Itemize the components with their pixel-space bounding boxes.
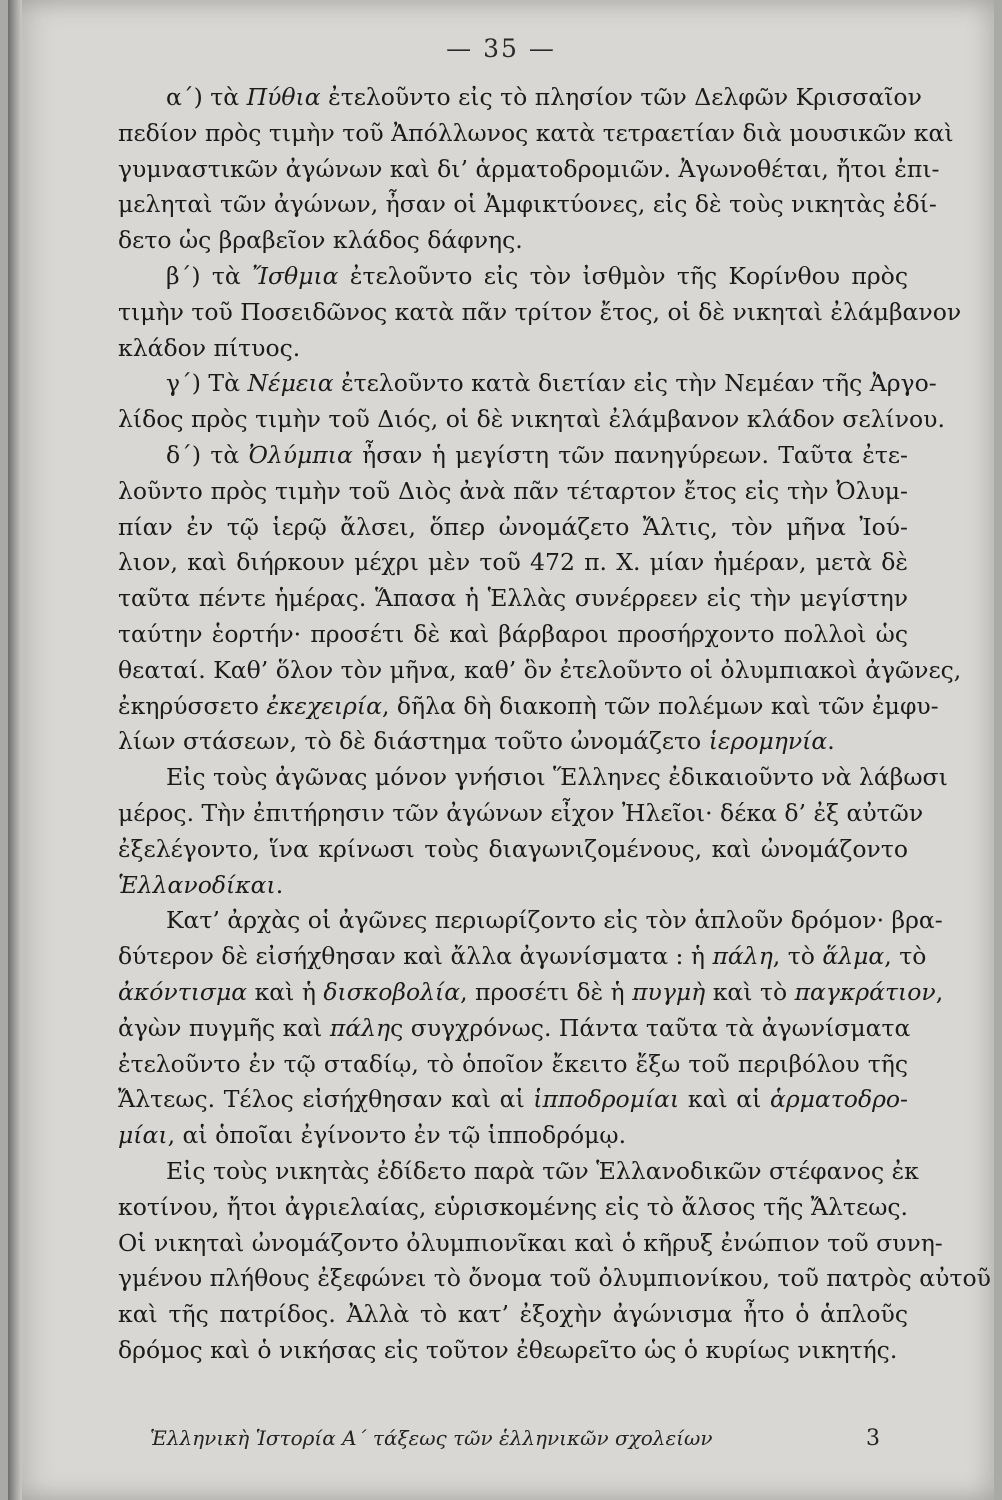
text-line: πεδίον πρὸς τιμὴν τοῦ Ἀπόλλωνος κατὰ τετραετίαν διὰ μουσικῶν καὶ: [118, 118, 954, 147]
page-footer: [150, 1426, 880, 1450]
text-line: ταῦτα πέντε ἡμέρας. Ἅπασα ἡ Ἑλλὰς συνέρρεεν εἰς τὴν μεγίστην: [118, 584, 908, 613]
text-line: γ΄) Τὰ Νέμεια ἐτελοῦντο κατὰ διετίαν εἰς τὴν Νεμέαν τῆς Ἀργο-: [166, 369, 937, 398]
body-text: [118, 80, 991, 1369]
text-line: δρόμος καὶ ὁ νικήσας εἰς τοῦτον ἐθεωρεῖτο ὡς ὁ κυρίως νικητής.: [118, 1335, 898, 1364]
text-line: θεαταί. Καθ’ ὅλον τὸν μῆνα, καθ’ ὃν ἐτελοῦντο οἱ ὀλυμπιακοὶ ἀγῶνες,: [118, 655, 962, 684]
signature-mark: 3: [866, 1426, 880, 1451]
paragraph: [118, 1154, 991, 1369]
paragraph: [118, 366, 945, 438]
text-line: πίαν ἐν τῷ ἱερῷ ἄλσει, ὅπερ ὠνομάζετο Ἄλτις, τὸν μῆνα Ἰού-: [118, 512, 908, 541]
text-line: λίων στάσεων, τὸ δὲ διάστημα τοῦτο ὠνομάζετο ἱερομηνία.: [118, 727, 835, 756]
text-line: λιον, καὶ διήρκουν μέχρι μὲν τοῦ 472 π. Χ. μίαν ἡμέραν, μετὰ δὲ: [118, 548, 908, 577]
text-line: μίαι, αἱ ὁποῖαι ἐγίνοντο ἐν τῷ ἱπποδρόμῳ.: [118, 1121, 627, 1150]
paragraph: [118, 259, 962, 366]
text-line: τιμὴν τοῦ Ποσειδῶνος κατὰ πᾶν τρίτον ἔτος, οἱ δὲ νικηταὶ ἐλάμβανον: [118, 297, 962, 326]
paragraph: [118, 760, 948, 903]
paragraph: [118, 903, 943, 1154]
text-line: α΄) τὰ Πύθια ἐτελοῦντο εἰς τὸ πλησίον τῶν Δελφῶν Κρισσαῖον: [166, 83, 922, 111]
text-line: Κατ’ ἀρχὰς οἱ ἀγῶνες περιωρίζοντο εἰς τὸν ἁπλοῦν δρόμον· βρα-: [166, 906, 943, 935]
text-line: κλάδον πίτυος.: [118, 333, 301, 362]
paragraph: [118, 438, 962, 760]
text-line: καὶ τῆς πατρίδος. Ἀλλὰ τὸ κατ’ ἐξοχὴν ἀγώνισμα ἦτο ὁ ἁπλοῦς: [118, 1300, 908, 1329]
text-line: δετο ὡς βραβεῖον κλάδος δάφνης.: [118, 226, 523, 255]
page-binding-shadow: [8, 0, 22, 1500]
text-line: ἐκηρύσσετο ἐκεχειρία, δῆλα δὴ διακοπὴ τῶν πολέμων καὶ τῶν ἐμφυ-: [118, 691, 939, 720]
footer-title: Ἑλληνικὴ Ἱστορία Α΄ τάξεως τῶν ἑλληνικῶν σχολείων: [150, 1426, 713, 1450]
text-line: λοῦντο πρὸς τιμὴν τοῦ Διὸς ἀνὰ πᾶν τέταρτον ἔτος εἰς τὴν Ὀλυμ-: [118, 476, 908, 505]
text-line: β΄) τὰ Ἴσθμια ἐτελοῦντο εἰς τὸν ἰσθμὸν τῆς Κορίνθου πρὸς: [166, 261, 908, 290]
text-line: ταύτην ἑορτήν· προσέτι δὲ καὶ βάρβαροι προσήρχοντο πολλοὶ ὡς: [118, 619, 908, 648]
text-line: Εἰς τοὺς ἀγῶνας μόνον γνήσιοι Ἕλληνες ἐδικαιοῦντο νὰ λάβωσι: [166, 763, 948, 792]
text-line: Οἱ νικηταὶ ὠνομάζοντο ὀλυμπιονῖκαι καὶ ὁ κῆρυξ ἐνώπιον τοῦ συνη-: [118, 1228, 943, 1257]
text-line: γυμναστικῶν ἀγώνων καὶ δι’ ἁρματοδρομιῶν. Ἀγωνοθέται, ἤτοι ἐπι-: [118, 154, 940, 183]
text-line: Ἄλτεως. Τέλος εἰσήχθησαν καὶ αἱ ἱπποδρομίαι καὶ αἱ ἁρματοδρο-: [118, 1085, 908, 1114]
text-line: ἀκόντισμα καὶ ἡ δισκοβολία, προσέτι δὲ ἡ πυγμὴ καὶ τὸ παγκράτιον: [118, 977, 936, 1006]
text-line: ἐξελέγοντο, ἵνα κρίνωσι τοὺς διαγωνιζομένους, καὶ ὠνομάζοντο: [118, 834, 908, 863]
text-line: γμένου πλήθους ἐξεφώνει τὸ ὄνομα τοῦ ὀλυμπιονίκου, τοῦ πατρὸς αὐτοῦ: [118, 1264, 991, 1293]
text-line: Εἰς τοὺς νικητὰς ἐδίδετο παρὰ τῶν Ἑλλανοδικῶν στέφανος ἐκ: [166, 1156, 919, 1185]
paragraph: [118, 80, 954, 259]
text-line: κοτίνου, ἤτοι ἀγριελαίας, εὑρισκομένης εἰς τὸ ἄλσος τῆς Ἄλτεως.: [118, 1192, 908, 1221]
text-line: δύτερον δὲ εἰσήχθησαν καὶ ἄλλα ἀγωνίσματα : ἡ πάλη, τὸ ἅλμα, τὸ: [118, 942, 927, 971]
page-number: — 35 —: [446, 34, 556, 63]
text-line: μέρος. Τὴν ἐπιτήρησιν τῶν ἀγώνων εἶχον Ἠλεῖοι· δέκα δ’ ἐξ αὐτῶν: [118, 798, 924, 827]
text-line: Ἑλλανοδίκαι.: [118, 870, 284, 899]
text-line: ἀγὼν πυγμῆς καὶ πάλης συγχρόνως. Πάντα ταῦτα τὰ ἀγωνίσματα: [118, 1013, 911, 1042]
text-line: λίδος πρὸς τιμὴν τοῦ Διός, οἱ δὲ νικηταὶ ἐλάμβανον κλάδον σελίνου.: [118, 405, 945, 434]
text-line: δ΄) τὰ Ὀλύμπια ἦσαν ἡ μεγίστη τῶν πανηγύρεων. Ταῦτα ἐτε-: [166, 440, 908, 469]
text-line: ἐτελοῦντο ἐν τῷ σταδίῳ, τὸ ὁποῖον ἔκειτο ἔξω τοῦ περιβόλου τῆς: [118, 1049, 908, 1078]
text-line: μεληταὶ τῶν ἀγώνων, ἦσαν οἱ Ἀμφικτύονες, εἰς δὲ τοὺς νικητὰς ἐδί-: [118, 190, 937, 219]
